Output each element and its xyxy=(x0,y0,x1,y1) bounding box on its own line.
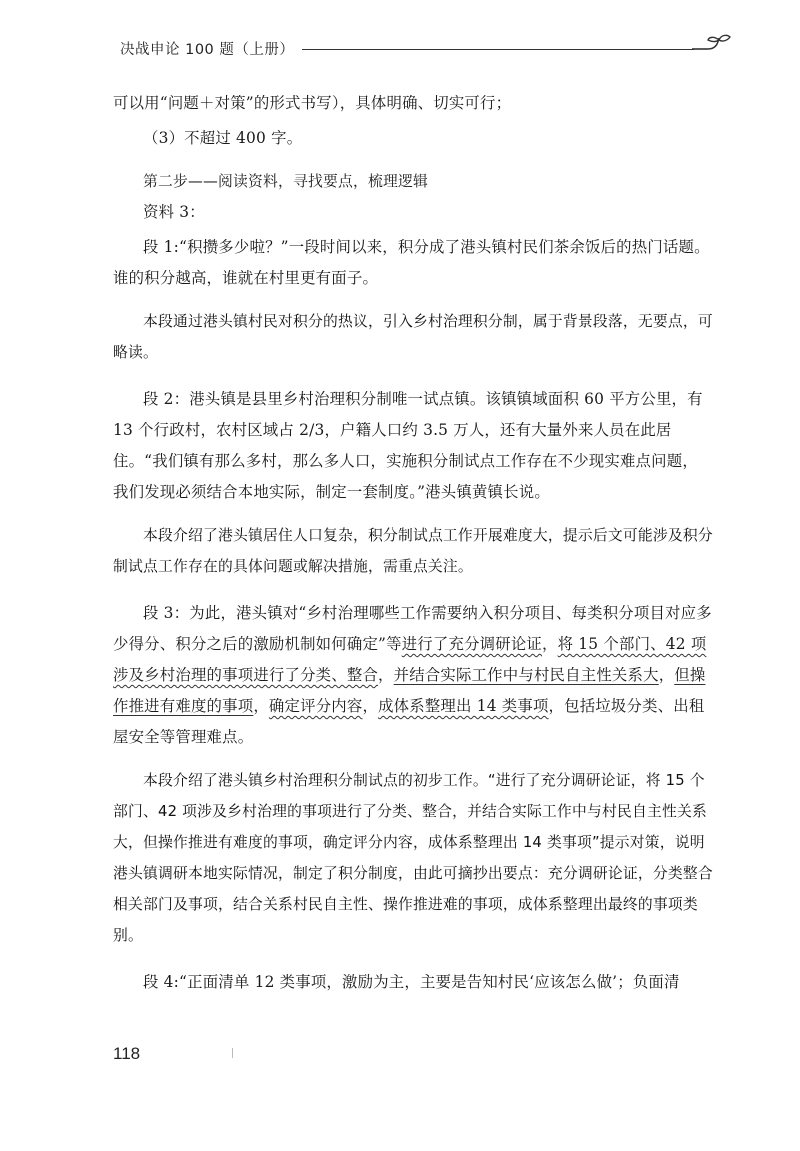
highlight-wavy: 进行了充分调研论证 xyxy=(401,635,543,653)
material-label: 资料 3： xyxy=(143,203,205,221)
sprout-icon xyxy=(692,34,734,64)
requirement-item: （3）不超过 400 字。 xyxy=(143,129,303,147)
running-header xyxy=(120,34,740,70)
analysis-3: 本段介绍了港头镇乡村治理积分制试点的初步工作。“进行了充分调研论证，将 15 个部门、42 项涉及乡村治理的事项进行了分类、整合，并结合实际工作中与村民自主性关系大，但操作推进有难度的事项，确定评分内容，成体系整理出 14 类事项”提示对策，说明港头镇调研本地实际情况，制定了积分制度，由此可摘抄出要点：充分调研论证，分类整合相关部门及事项，结合关系村民自主性、操作推进难的事项，成体系整理出最终的事项类别。 xyxy=(113,772,713,944)
highlight-wavy: 确定评分内容 xyxy=(268,697,363,715)
segment-4: 段 4:“正面清单 12 类事项，激励为主，主要是告知村民‘应该怎么做’；负面清 xyxy=(143,973,680,991)
analysis-1: 本段通过港头镇村民对积分的热议，引入乡村治理积分制，属于背景段落，无要点，可略读。 xyxy=(113,313,713,361)
segment-3-text: ，包括垃圾分类、出租屋安全等管理难点。 xyxy=(113,697,705,746)
highlight-underline: 并结合实际工作中与村民自主性关系大 xyxy=(393,666,659,684)
page-body xyxy=(113,88,713,998)
book-title: 决战申论 100 题（上册） xyxy=(120,42,295,58)
analysis-2: 本段介绍了港头镇居住人口复杂，积分制试点工作开展难度大，提示后文可能涉及积分制试点工作存在的具体问题或解决措施，需重点关注。 xyxy=(113,527,713,575)
header-rule xyxy=(302,49,694,50)
segment-2: 段 2：港头镇是县里乡村治理积分制唯一试点镇。该镇镇域面积 60 平方公里，有 13 个行政村，农村区域占 2/3，户籍人口约 3.5 万人，还有大量外来人员在此居住。“我们镇有那么多村，那么多人口，实施积分制试点工作存在不少现实难点问题，我们发现必须结合本地实际，制定一套制度。”港头镇黄镇长说。 xyxy=(113,390,703,501)
highlight-underline: 但操作推进有难度的事项 xyxy=(113,666,706,715)
segment-3-text: ， xyxy=(378,666,394,684)
highlight-wavy: 将 15 个部门、42 项涉及乡村治理的事项进行了分类、整合 xyxy=(113,635,707,684)
segment-3 xyxy=(113,598,713,753)
segment-3-text: 段 3：为此，港头镇对“乡村治理哪些工作需要纳入积分项目、每类积分项目对应多少得分、积分之后的激励机制如何确定”等 xyxy=(113,604,712,653)
segment-1: 段 1:“积攒多少啦？”一段时间以来，积分成了港头镇村民们茶余饭后的热门话题。谁的积分越高，谁就在村里更有面子。 xyxy=(113,238,710,287)
page-number: 118 xyxy=(113,1044,141,1063)
continued-paragraph: 可以用“问题＋对策”的形式书写），具体明确、切实可行； xyxy=(113,94,512,112)
segment-3-text: ， xyxy=(658,666,675,684)
step-heading: 第二步——阅读资料，寻找要点，梳理逻辑 xyxy=(143,173,428,190)
segment-3-text: ， xyxy=(253,697,269,715)
segment-3-text: ， xyxy=(362,697,379,715)
highlight-wavy: 成体系整理出 14 类事项 xyxy=(378,697,549,715)
segment-3-text: ， xyxy=(542,635,558,653)
scan-mark xyxy=(232,1048,233,1058)
